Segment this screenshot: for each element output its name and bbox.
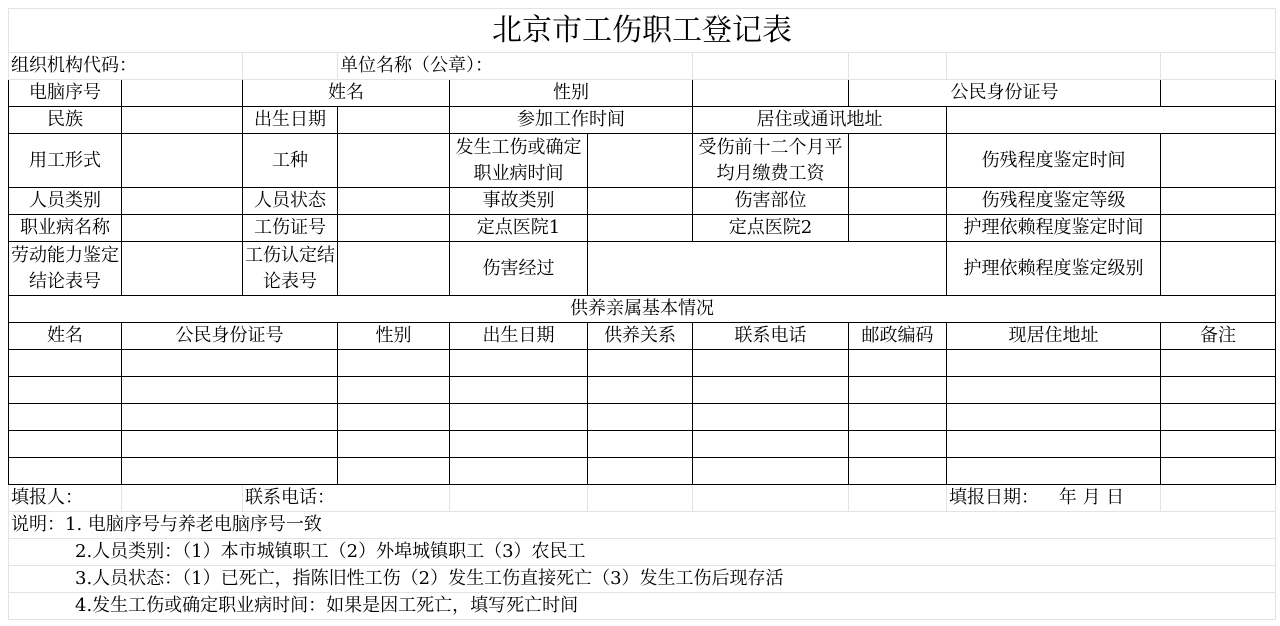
work-start-label: 参加工作时间 [450,107,693,134]
nursing-grade-label: 护理依赖程度鉴定级别 [947,242,1161,296]
personnel-category-value[interactable] [122,188,243,215]
dep-cell[interactable] [693,458,849,485]
dep-header-address: 现居住地址 [947,323,1161,350]
hospital-2-value[interactable] [849,215,947,242]
injury-date-value[interactable] [588,134,693,188]
report-date-label [947,485,1161,512]
job-type-value[interactable] [338,134,450,188]
note-4: 4.发生工伤或确定职业病时间：如果是因工死亡，填写死亡时间 [9,593,1276,620]
org-code-label: 组织机构代码： [9,53,243,80]
table-row [9,404,1276,431]
dep-cell[interactable] [338,404,450,431]
dep-cell[interactable] [947,431,1161,458]
injury-recognition-form-value[interactable] [338,242,450,296]
accident-category-value[interactable] [588,188,693,215]
dep-cell[interactable] [9,377,122,404]
occupational-disease-label: 职业病名称 [9,215,122,242]
org-code-value[interactable] [243,53,338,80]
personnel-category-label: 人员类别 [9,188,122,215]
employment-form-label: 用工形式 [9,134,122,188]
injury-site-value[interactable] [849,188,947,215]
avg-wage-value[interactable] [849,134,947,188]
labor-ability-form-label: 劳动能力鉴定结论表号 [9,242,122,296]
dep-cell[interactable] [588,431,693,458]
nursing-assess-time-value[interactable] [1161,215,1276,242]
dep-cell[interactable] [693,377,849,404]
table-row [9,377,1276,404]
dep-cell[interactable] [122,431,338,458]
id-number-label: 公民身份证号 [849,80,1161,107]
avg-wage-label: 受伤前十二个月平均月缴费工资 [693,134,849,188]
dep-cell[interactable] [947,458,1161,485]
unit-name-value[interactable] [693,53,849,80]
dep-cell[interactable] [849,458,947,485]
dep-header-relation: 供养关系 [588,323,693,350]
dep-cell[interactable] [947,404,1161,431]
nursing-assess-time-label: 护理依赖程度鉴定时间 [947,215,1161,242]
hospital-2-label: 定点医院2 [693,215,849,242]
disability-assess-time-label: 伤残程度鉴定时间 [947,134,1161,188]
table-row [9,458,1276,485]
dep-header-postcode: 邮政编码 [849,323,947,350]
phone-value[interactable] [450,485,588,512]
registration-table [8,8,1276,620]
reporter-label: 填报人： [9,485,122,512]
ethnicity-value[interactable] [122,107,243,134]
address-label: 居住或通讯地址 [693,107,947,134]
personnel-status-label: 人员状态 [243,188,338,215]
dep-cell[interactable] [947,377,1161,404]
dep-cell[interactable] [338,431,450,458]
dep-cell[interactable] [849,404,947,431]
dep-cell[interactable] [450,350,588,377]
dep-cell[interactable] [122,458,338,485]
table-row [9,431,1276,458]
dependents-section-title: 供养亲属基本情况 [9,296,1276,323]
report-date-label-text: 填报日期： [949,487,1039,508]
dep-header-birth: 出生日期 [450,323,588,350]
disability-assess-time-value[interactable] [1161,134,1276,188]
note-3: 3.人员状态：（1）已死亡，指陈旧性工伤（2）发生工伤直接死亡（3）发生工伤后现存活 [9,566,1276,593]
labor-ability-form-value[interactable] [122,242,243,296]
dep-cell[interactable] [338,458,450,485]
dep-cell[interactable] [9,458,122,485]
dep-header-gender: 性别 [338,323,450,350]
injury-site-label: 伤害部位 [693,188,849,215]
disability-grade-value[interactable] [1161,188,1276,215]
dep-cell[interactable] [1161,458,1276,485]
disability-grade-label: 伤残程度鉴定等级 [947,188,1161,215]
accident-category-label: 事故类别 [450,188,588,215]
computer-serial-label: 电脑序号 [9,80,122,107]
report-date-units: 年 月 日 [1058,487,1125,508]
dep-cell[interactable] [9,350,122,377]
name-label: 姓名 [243,80,450,107]
dep-cell[interactable] [588,377,693,404]
dep-cell[interactable] [1161,377,1276,404]
dep-cell[interactable] [9,404,122,431]
occupational-disease-value[interactable] [122,215,243,242]
table-row [9,350,1276,377]
dep-cell[interactable] [849,431,947,458]
birth-date-value[interactable] [338,107,450,134]
dep-cell[interactable] [1161,350,1276,377]
personnel-status-value[interactable] [338,188,450,215]
gender-value[interactable] [693,80,849,107]
dep-cell[interactable] [450,431,588,458]
dep-cell[interactable] [588,350,693,377]
dep-cell[interactable] [947,350,1161,377]
dep-cell[interactable] [122,350,338,377]
dep-cell[interactable] [450,458,588,485]
dep-cell[interactable] [450,377,588,404]
ethnicity-label: 民族 [9,107,122,134]
dep-cell[interactable] [849,350,947,377]
dep-cell[interactable] [122,377,338,404]
form-title: 北京市工伤职工登记表 [9,9,1276,53]
job-type-label: 工种 [243,134,338,188]
hospital-1-value[interactable] [588,215,693,242]
dep-cell[interactable] [338,350,450,377]
birth-date-label: 出生日期 [243,107,338,134]
nursing-grade-value[interactable] [1161,242,1276,296]
dep-header-phone: 联系电话 [693,323,849,350]
injury-date-label: 发生工伤或确定职业病时间 [450,134,588,188]
note-1: 说明：1. 电脑序号与养老电脑序号一致 [9,512,1276,539]
dep-cell[interactable] [588,404,693,431]
dep-header-id: 公民身份证号 [122,323,338,350]
computer-serial-value[interactable] [122,80,243,107]
note-2: 2.人员类别：（1）本市城镇职工（2）外埠城镇职工（3）农民工 [9,539,1276,566]
injury-process-label: 伤害经过 [450,242,588,296]
dep-cell[interactable] [122,404,338,431]
dep-cell[interactable] [450,404,588,431]
dep-cell[interactable] [693,404,849,431]
dep-cell[interactable] [9,431,122,458]
injury-recognition-form-label: 工伤认定结论表号 [243,242,338,296]
reporter-value[interactable] [122,485,243,512]
dep-cell[interactable] [1161,431,1276,458]
injury-cert-value[interactable] [338,215,450,242]
dep-cell[interactable] [849,377,947,404]
id-number-value[interactable] [1161,80,1276,107]
dep-cell[interactable] [693,350,849,377]
hospital-1-label: 定点医院1 [450,215,588,242]
phone-label: 联系电话： [243,485,450,512]
injury-process-value[interactable] [588,242,947,296]
unit-name-label: 单位名称（公章）： [338,53,693,80]
gender-label: 性别 [450,80,693,107]
employment-form-value[interactable] [122,134,243,188]
dep-cell[interactable] [338,377,450,404]
dep-header-name: 姓名 [9,323,122,350]
dep-cell[interactable] [1161,404,1276,431]
address-value[interactable] [947,107,1276,134]
dep-cell[interactable] [693,431,849,458]
dep-header-remarks: 备注 [1161,323,1276,350]
injury-cert-label: 工伤证号 [243,215,338,242]
dep-cell[interactable] [588,458,693,485]
